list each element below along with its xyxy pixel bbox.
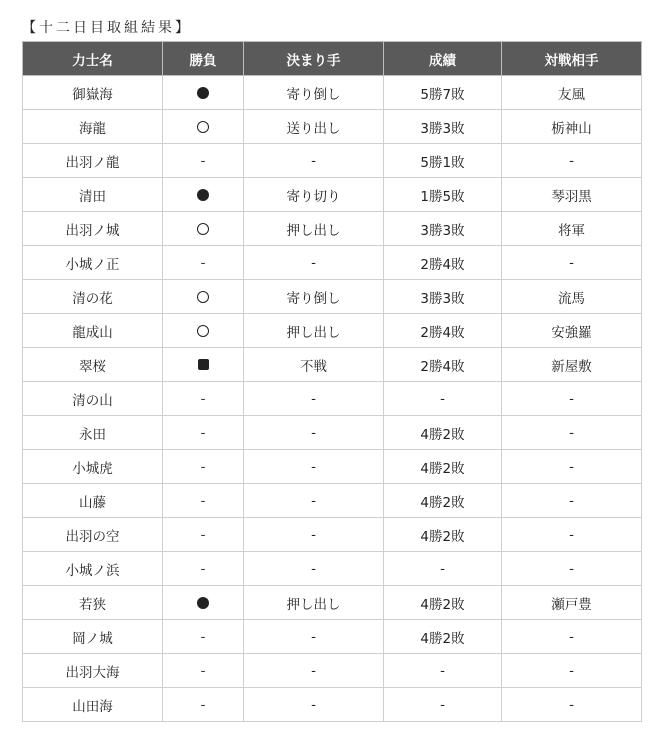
dash-text: - [200,662,206,679]
cell-record [384,484,502,518]
cell-rikishi-name [23,416,163,450]
cell-kimarite [244,688,384,722]
cell-result [163,518,244,552]
cell-rikishi-name-text: 小城ノ浜 [65,562,120,579]
cell-record-text: 3勝3敗 [420,290,465,307]
cell-rikishi-name-text: 清の花 [72,290,113,307]
cell-record [384,348,502,382]
cell-rikishi-name [23,178,163,212]
cell-record-text: - [440,390,445,407]
cell-opponent-text: 将軍 [558,222,585,239]
cell-result [163,484,244,518]
cell-rikishi-name [23,688,163,722]
cell-rikishi-name [23,144,163,178]
cell-opponent [502,654,642,688]
cell-record-text: 3勝3敗 [420,120,465,137]
cell-result [163,552,244,586]
cell-result [163,212,244,246]
column-header-record: 成績 [384,42,502,76]
cell-rikishi-name-text: 出羽大海 [65,664,120,681]
table-row [23,688,642,722]
cell-kimarite [244,280,384,314]
cell-opponent [502,552,642,586]
cell-record [384,314,502,348]
column-header-kimarite: 決まり手 [244,42,384,76]
cell-opponent [502,178,642,212]
cell-kimarite [244,382,384,416]
cell-rikishi-name-text: 若狭 [79,596,106,613]
cell-kimarite-text: - [311,152,316,169]
cell-record-text: 5勝7敗 [420,86,465,103]
cell-opponent [502,620,642,654]
cell-result [163,416,244,450]
cell-result [163,246,244,280]
black-square-icon [198,359,209,370]
cell-kimarite [244,416,384,450]
table-body [23,76,642,722]
cell-record-text: 4勝2敗 [420,426,465,443]
white-circle-icon [197,291,209,303]
table-row [23,552,642,586]
cell-result [163,314,244,348]
table-row [23,178,642,212]
cell-kimarite [244,246,384,280]
cell-rikishi-name-text: 海龍 [79,120,106,137]
table-caption: 【十二日目取組結果】 [22,20,192,36]
cell-result [163,348,244,382]
cell-kimarite-text: - [311,662,316,679]
cell-rikishi-name [23,280,163,314]
white-circle-icon [197,121,209,133]
cell-opponent-text: - [569,696,574,713]
cell-result [163,110,244,144]
cell-record-text: 1勝5敗 [420,188,465,205]
cell-rikishi-name [23,654,163,688]
cell-rikishi-name-text: 出羽ノ龍 [65,154,120,171]
dash-text: - [200,560,206,577]
cell-rikishi-name-text: 清田 [79,188,106,205]
cell-kimarite-text: - [311,458,316,475]
cell-rikishi-name [23,348,163,382]
cell-result [163,688,244,722]
table-header [23,42,642,76]
cell-rikishi-name-text: 龍成山 [72,324,113,341]
cell-opponent-text: 安強羅 [551,324,592,341]
cell-opponent [502,348,642,382]
table-row [23,348,642,382]
cell-rikishi-name-text: 岡ノ城 [72,630,113,647]
cell-rikishi-name [23,518,163,552]
black-circle-icon [197,597,209,609]
cell-opponent-text: - [569,458,574,475]
cell-record-text: 5勝1敗 [420,154,465,171]
column-header-rikishi: 力士名 [23,42,163,76]
cell-record [384,518,502,552]
cell-kimarite-text: - [311,424,316,441]
cell-opponent-text: 琴羽黒 [551,188,592,205]
cell-result [163,620,244,654]
cell-record [384,280,502,314]
cell-opponent-text: - [569,662,574,679]
cell-kimarite-text: 寄り倒し [286,290,341,307]
cell-record [384,688,502,722]
cell-opponent [502,586,642,620]
cell-rikishi-name-text: 出羽の空 [65,528,120,545]
cell-opponent [502,518,642,552]
cell-kimarite [244,518,384,552]
cell-record [384,178,502,212]
cell-kimarite [244,552,384,586]
cell-opponent-text: - [569,492,574,509]
black-circle-icon [197,189,209,201]
cell-opponent-text: - [569,390,574,407]
cell-opponent [502,110,642,144]
cell-kimarite-text: - [311,492,316,509]
cell-kimarite-text: 押し出し [286,222,341,239]
column-header-result: 勝負 [163,42,244,76]
cell-opponent [502,688,642,722]
cell-rikishi-name [23,620,163,654]
cell-record-text: - [440,662,445,679]
cell-kimarite-text: - [311,560,316,577]
cell-record [384,416,502,450]
dash-text: - [200,152,206,169]
table-row [23,654,642,688]
cell-record-text: - [440,560,445,577]
cell-rikishi-name-text: 出羽ノ城 [65,222,120,239]
cell-kimarite [244,76,384,110]
cell-result [163,654,244,688]
cell-rikishi-name-text: 翠桜 [79,358,106,375]
dash-text: - [200,254,206,271]
cell-record-text: 2勝4敗 [420,358,465,375]
cell-opponent-text: 瀬戸豊 [551,596,592,613]
table-row [23,620,642,654]
cell-record [384,586,502,620]
white-circle-icon [197,325,209,337]
table-row [23,450,642,484]
cell-kimarite-text: 寄り切り [286,188,341,205]
cell-rikishi-name [23,552,163,586]
cell-rikishi-name-text: 山田海 [72,698,113,715]
cell-rikishi-name-text: 永田 [79,426,106,443]
cell-kimarite-text: 送り出し [286,120,341,137]
table-row [23,382,642,416]
dash-text: - [200,458,206,475]
cell-rikishi-name [23,246,163,280]
cell-opponent [502,76,642,110]
cell-record [384,110,502,144]
table-row [23,212,642,246]
cell-record-text: 4勝2敗 [420,460,465,477]
cell-record-text: 2勝4敗 [420,256,465,273]
cell-record [384,552,502,586]
cell-record-text: 4勝2敗 [420,494,465,511]
cell-kimarite [244,620,384,654]
bout-results-table [22,41,642,722]
dash-text: - [200,526,206,543]
column-header-opponent: 対戦相手 [502,42,642,76]
cell-kimarite-text: - [311,628,316,645]
cell-record-text: 4勝2敗 [420,630,465,647]
cell-result [163,76,244,110]
cell-rikishi-name [23,76,163,110]
cell-rikishi-name-text: 小城ノ正 [65,256,120,273]
cell-opponent [502,246,642,280]
cell-kimarite [244,450,384,484]
dash-text: - [200,628,206,645]
cell-rikishi-name-text: 御嶽海 [72,86,113,103]
cell-opponent-text: - [569,560,574,577]
cell-result [163,280,244,314]
dash-text: - [200,390,206,407]
cell-kimarite [244,314,384,348]
cell-rikishi-name [23,382,163,416]
cell-record-text: 3勝3敗 [420,222,465,239]
cell-rikishi-name [23,450,163,484]
white-circle-icon [197,223,209,235]
cell-opponent [502,416,642,450]
cell-rikishi-name [23,586,163,620]
table-row [23,314,642,348]
cell-kimarite-text: - [311,526,316,543]
cell-kimarite [244,586,384,620]
cell-kimarite [244,484,384,518]
cell-opponent-text: 流馬 [558,290,585,307]
cell-record-text: - [440,696,445,713]
cell-opponent-text: - [569,526,574,543]
cell-record [384,76,502,110]
table-row [23,110,642,144]
table-row [23,280,642,314]
header-row [23,42,642,76]
cell-rikishi-name-text: 清の山 [72,392,113,409]
dash-text: - [200,424,206,441]
cell-record-text: 4勝2敗 [420,596,465,613]
cell-result [163,144,244,178]
cell-rikishi-name [23,314,163,348]
cell-opponent-text: - [569,628,574,645]
cell-kimarite-text: 押し出し [286,596,341,613]
cell-rikishi-name-text: 小城虎 [72,460,113,477]
cell-kimarite-text: 押し出し [286,324,341,341]
cell-kimarite [244,654,384,688]
cell-result [163,178,244,212]
table-row [23,484,642,518]
cell-opponent [502,484,642,518]
cell-rikishi-name [23,110,163,144]
cell-record [384,212,502,246]
cell-result [163,586,244,620]
cell-record-text: 4勝2敗 [420,528,465,545]
cell-opponent [502,450,642,484]
dash-text: - [200,696,206,713]
cell-record-text: 2勝4敗 [420,324,465,341]
cell-result [163,450,244,484]
table-row [23,586,642,620]
cell-kimarite-text: - [311,254,316,271]
table-row [23,76,642,110]
cell-record [384,620,502,654]
cell-opponent [502,382,642,416]
cell-kimarite-text: 不戦 [300,358,327,375]
cell-opponent-text: 友風 [558,86,585,103]
cell-opponent [502,144,642,178]
cell-kimarite-text: 寄り倒し [286,86,341,103]
cell-opponent-text: - [569,424,574,441]
cell-opponent-text: - [569,152,574,169]
cell-kimarite [244,178,384,212]
cell-record [384,654,502,688]
table-row [23,416,642,450]
cell-rikishi-name [23,484,163,518]
cell-rikishi-name [23,212,163,246]
table-row [23,518,642,552]
cell-kimarite [244,110,384,144]
cell-record [384,450,502,484]
cell-opponent [502,212,642,246]
cell-rikishi-name-text: 山藤 [79,494,106,511]
cell-kimarite [244,348,384,382]
cell-record [384,382,502,416]
cell-kimarite [244,144,384,178]
cell-record [384,144,502,178]
dash-text: - [200,492,206,509]
table-row [23,144,642,178]
cell-record [384,246,502,280]
cell-opponent-text: - [569,254,574,271]
cell-kimarite-text: - [311,696,316,713]
black-circle-icon [197,87,209,99]
cell-opponent [502,314,642,348]
cell-opponent-text: 栃神山 [551,120,592,137]
cell-kimarite [244,212,384,246]
cell-opponent [502,280,642,314]
cell-kimarite-text: - [311,390,316,407]
table-row [23,246,642,280]
cell-opponent-text: 新屋敷 [551,358,592,375]
cell-result [163,382,244,416]
